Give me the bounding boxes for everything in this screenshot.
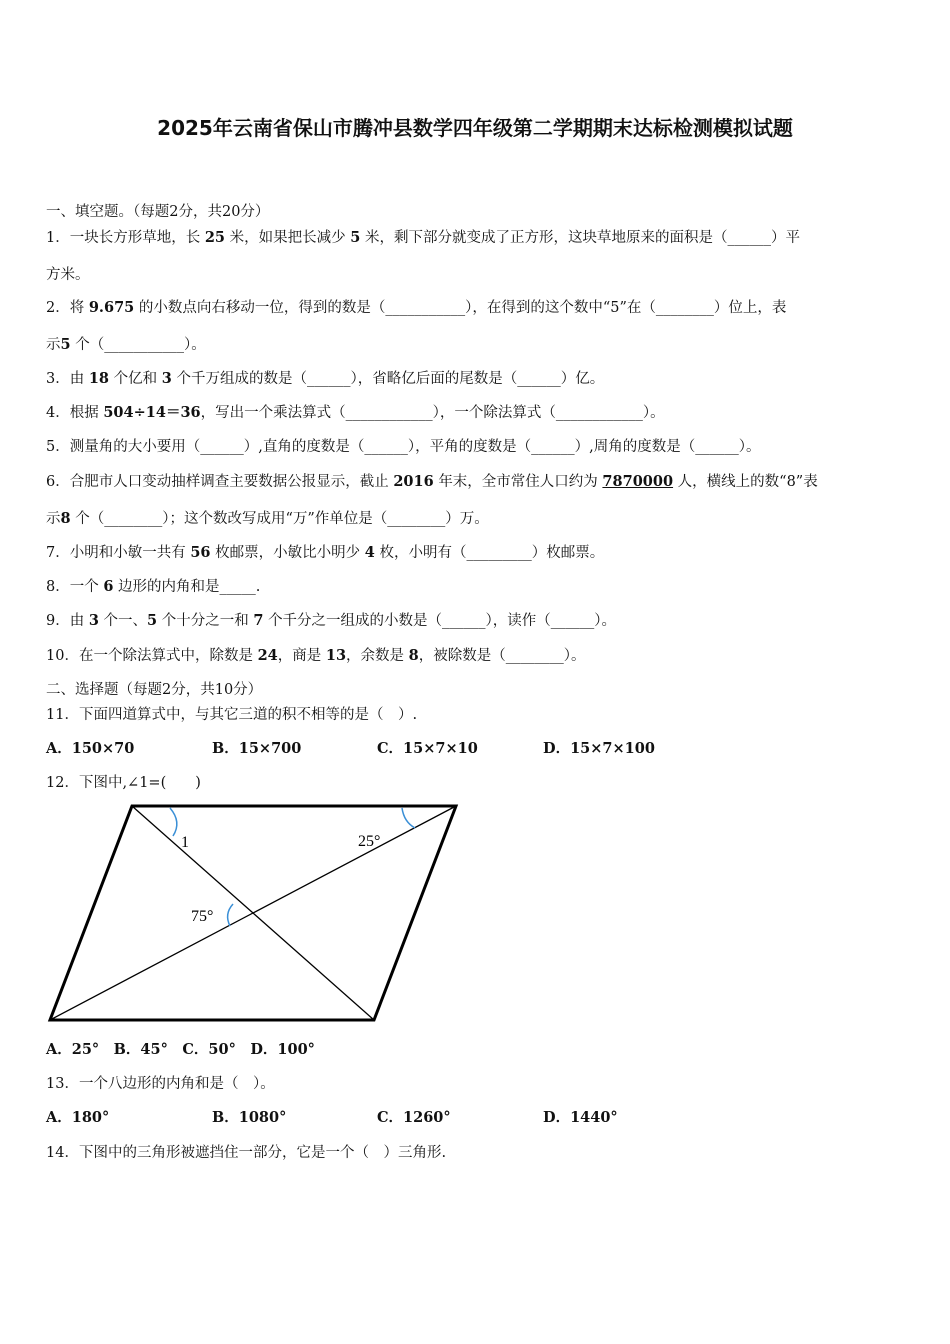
question-7: 7．小明和小敏一共有 56 枚邮票，小敏比小明少 4 枚，小明有（_________）枚邮票。	[46, 544, 605, 561]
angle-75-arc	[228, 904, 233, 926]
q11-option-a: A．150×70	[46, 740, 135, 757]
q11-option-b: B．15×700	[212, 740, 302, 757]
question-11: 11．下面四道算式中，与其它三道的积不相等的是（ ）.	[46, 707, 418, 723]
question-9: 9．由 3 个一、5 个十分之一和 7 个千分之一组成的小数是（______），读作（______）。	[46, 612, 617, 629]
question-6: 6．合肥市人口变动抽样调查主要数据公报显示，截止 2016 年末，全市常住人口约为 7870000 人，横线上的数“8”表	[46, 473, 818, 490]
q13-option-c: C．1260°	[377, 1109, 451, 1126]
question-10: 10．在一个除法算式中，除数是 24，商是 13，余数是 8，被除数是（________）。	[46, 647, 586, 664]
diagonal-long	[50, 806, 456, 1020]
label-angle-75: 75°	[191, 908, 214, 925]
question-2: 2．将 9.675 的小数点向右移动一位，得到的数是（___________），在得到的这个数中“5”在（________）位上，表	[46, 299, 787, 316]
question-1: 1．一块长方形草地，长 25 米，如果把长减少 5 米，剩下部分就变成了正方形，这块草地原来的面积是（______）平	[46, 229, 800, 246]
label-angle-1: 1	[181, 834, 189, 851]
question-3: 3．由 18 个亿和 3 个千万组成的数是（______），省略亿后面的尾数是（______）亿。	[46, 370, 605, 387]
question-8: 8．一个 6 边形的内角和是_____.	[46, 578, 261, 595]
question-6-cont: 示8 个（________）；这个数改写成用“万”作单位是（________）万。	[46, 510, 489, 527]
q12-options: A．25° B．45° C．50° D．100°	[46, 1041, 315, 1058]
question-14: 14．下图中的三角形被遮挡住一部分，它是一个（ ）三角形.	[46, 1145, 447, 1161]
question-5: 5．测量角的大小要用（______）,直角的度数是（______），平角的度数是（______）,周角的度数是（______）。	[46, 439, 761, 455]
question-13: 13．一个八边形的内角和是（ ）。	[46, 1076, 275, 1092]
page-title: 2025年云南省保山市腾冲县数学四年级第二学期期末达标检测模拟试题	[157, 116, 793, 140]
angle-25-arc	[402, 808, 415, 828]
section-choice-heading: 二、选择题（每题2分，共10分）	[46, 682, 263, 698]
question-12: 12．下图中,∠1=( )	[46, 775, 201, 791]
angle-1-arc	[170, 808, 177, 836]
q11-option-d: D．15×7×100	[543, 740, 655, 757]
q13-option-b: B．1080°	[212, 1109, 287, 1126]
label-angle-25: 25°	[358, 833, 381, 850]
question-2-cont: 示5 个（___________）。	[46, 336, 206, 353]
section-fill-blank-heading: 一、填空题。（每题2分，共20分）	[46, 204, 270, 220]
q13-option-a: A．180°	[46, 1109, 110, 1126]
q11-option-c: C．15×7×10	[377, 740, 478, 757]
parallelogram-figure	[40, 800, 470, 1030]
q13-option-d: D．1440°	[543, 1109, 618, 1126]
question-4: 4．根据 504÷14＝36，写出一个乘法算式（____________），一个除法算式（____________）。	[46, 404, 665, 421]
question-1-cont: 方米。	[46, 267, 90, 283]
